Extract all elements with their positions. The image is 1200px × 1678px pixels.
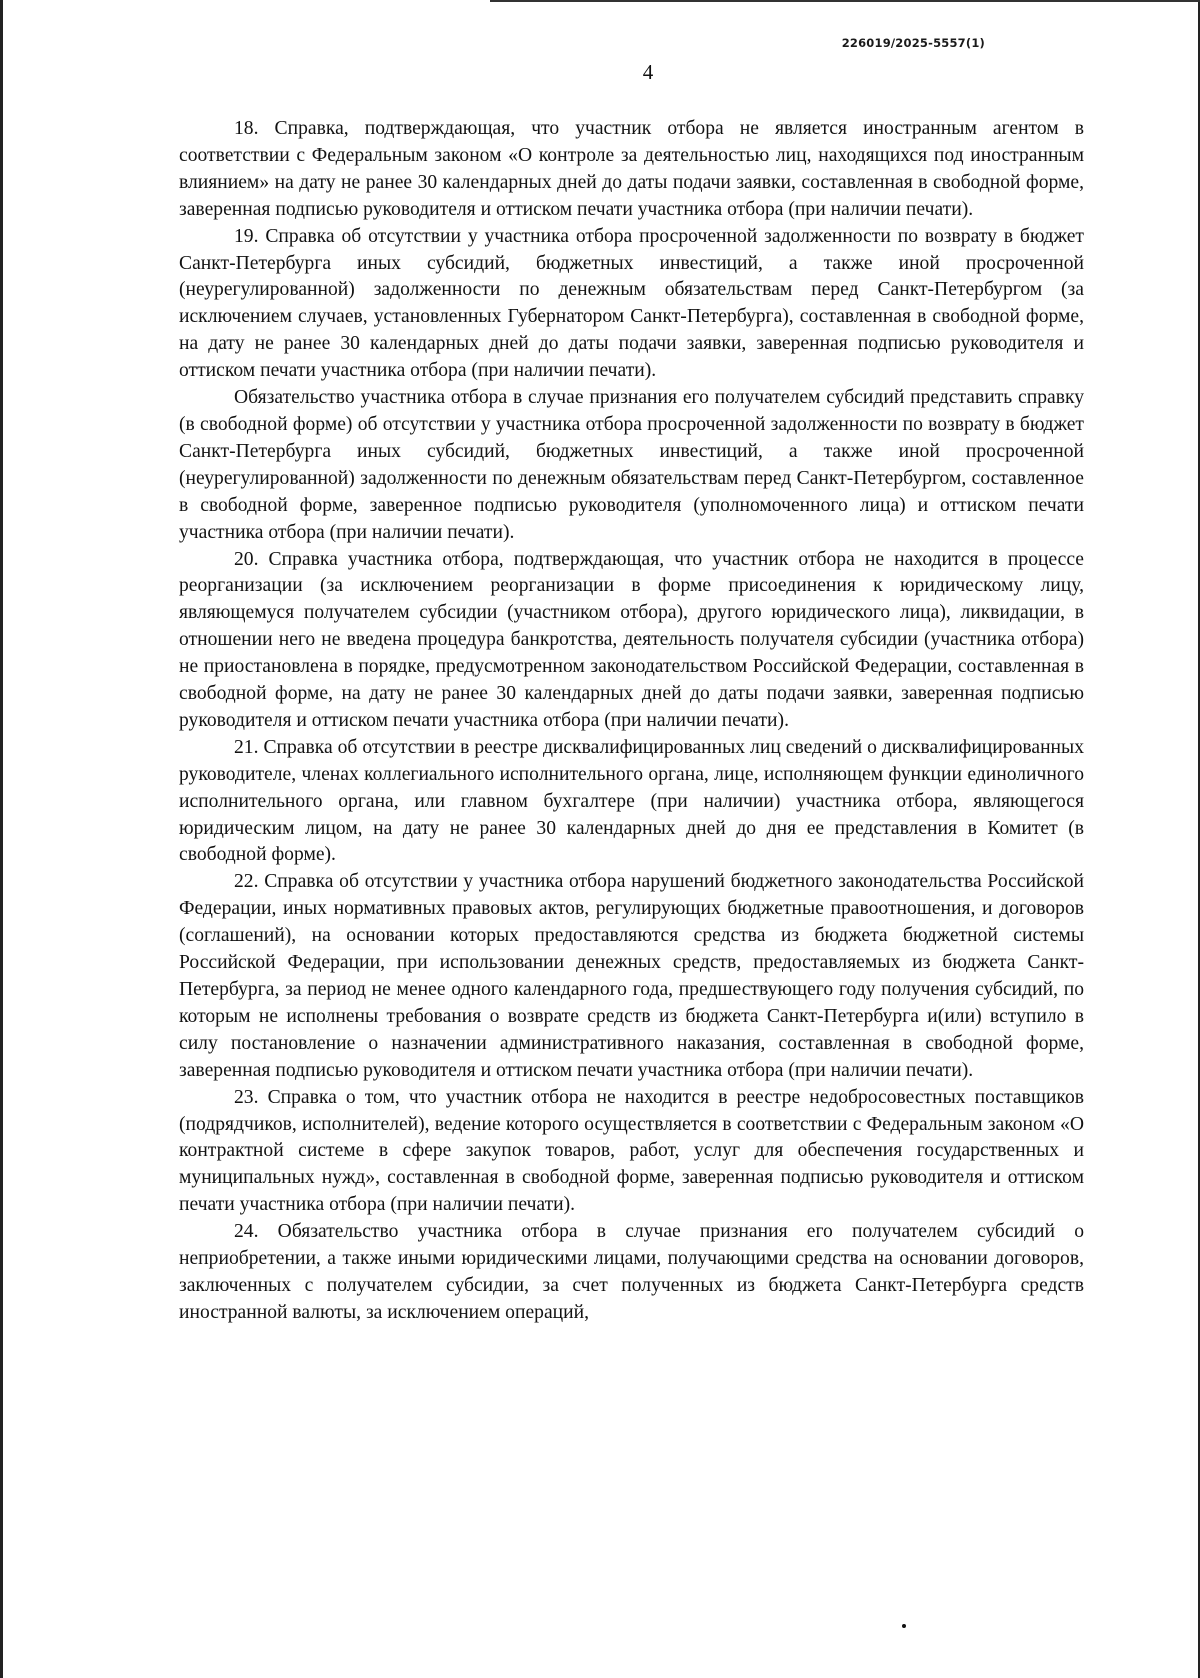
page-number: 4 [642,60,654,84]
paragraph-22: 22. Справка об отсутствии у участника отбора нарушений бюджетного законодательства Российской Федерации, иных нормативных правовых актов, регулирующих бюджетные правоотношения, и договоров (соглашений), на основании которых предоставляются средства из бюджета бюджетной системы Российской Федерации, при использовании денежных средств, предоставляемых из бюджета Санкт-Петербурга, за период не менее одного календарного года, предшествующего году получения субсидий, по которым не исполнены требования о возврате средств из бюджета Санкт-Петербурга и(или) вступило в силу постановление о назначении административного наказания, составленная в свободной форме, заверенная подписью руководителя и оттиском печати участника отбора (при наличии печати). [179,871,1084,1081]
paragraph-24: 24. Обязательство участника отбора в случае признания его получателем субсидий о неприобретении, а также иными юридическими лицами, получающими средства на основании договоров, заключенных с получателем субсидии, за счет полученных из бюджета Санкт-Петербурга средств иностранной валюты, за исключением операций, [179,1221,1084,1323]
paragraph-19: 19. Справка об отсутствии у участника отбора просроченной задолженности по возврату в бюджет Санкт-Петербурга иных субсидий, бюджетных инвестиций, а также иной просроченной (неурегулированной) задолженности по денежным обязательствам перед Санкт-Петербургом (за исключением случаев, установленных Губернатором Санкт-Петербурга), составленная в свободной форме, на дату не ранее 30 календарных дней до даты подачи заявки, заверенная подписью руководителя и оттиском печати участника отбора (при наличии печати). [179,225,1084,382]
paragraph-21: 21. Справка об отсутствии в реестре дисквалифицированных лиц сведений о дисквалифицированных руководителе, членах коллегиального исполнительного органа, лице, исполняющем функции единоличного исполнительного органа, или главном бухгалтере (при наличии) участника отбора, являющегося юридическим лицом, на дату не ранее 30 календарных дней до дня ее представления в Комитет (в свободной форме). [179,736,1084,866]
document-body [179,116,1084,1327]
paragraph-23: 23. Справка о том, что участник отбора не находится в реестре недобросовестных поставщиков (подрядчиков, исполнителей), ведение которого осуществляется в соответствии с Федеральным законом «О контрактной системе в сфере закупок товаров, работ, услуг для обеспечения государственных и муниципальных нужд», составленная в свободной форме, заверенная подписью руководителя и оттиском печати участника отбора (при наличии печати). [179,1086,1084,1216]
paragraph-18: 18. Справка, подтверждающая, что участник отбора не является иностранным агентом в соответствии с Федеральным законом «О контроле за деятельностью лиц, находящихся под иностранным влиянием» на дату не ранее 30 календарных дней до даты подачи заявки, составленная в свободной форме, заверенная подписью руководителя и оттиском печати участника отбора (при наличии печати). [179,118,1084,220]
scan-edge-left [0,0,3,1678]
scan-dot-mark [902,1624,906,1628]
paragraph-19-obligation: Обязательство участника отбора в случае признания его получателем субсидий представить справку (в свободной форме) об отсутствии у участника отбора просроченной задолженности по возврату в бюджет Санкт-Петербурга иных субсидий, бюджетных инвестиций, а также иной просроченной (неурегулированной) задолженности по денежным обязательствам перед Санкт-Петербургом, составленное в свободной форме, заверенное подписью руководителя (уполномоченного лица) и оттиском печати участника отбора (при наличии печати). [179,387,1084,543]
document-registration-number: 226019/2025-5557(1) [841,36,985,50]
paragraph-20: 20. Справка участника отбора, подтверждающая, что участник отбора не находится в процессе реорганизации (за исключением реорганизации в форме присоединения к юридическому лицу, являющемуся получателем субсидии (участником отбора), другого юридического лица), ликвидации, в отношении него не введена процедура банкротства, деятельность получателя субсидии (участника отбора) не приостановлена в порядке, предусмотренном законодательством Российской Федерации, составленная в свободной форме, на дату не ранее 30 календарных дней до даты подачи заявки, заверенная подписью руководителя и оттиском печати участника отбора (при наличии печати). [179,548,1084,731]
scan-edge-top [490,0,1200,2]
